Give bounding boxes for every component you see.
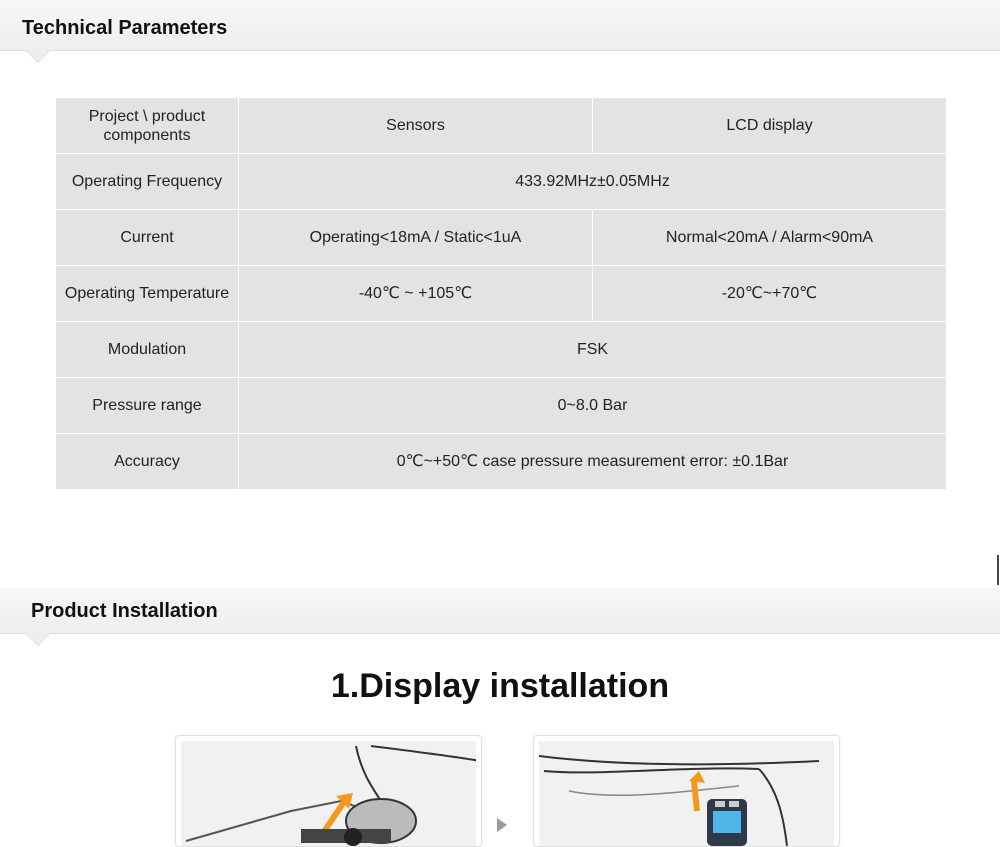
row-label: Current: [56, 210, 239, 266]
row-label: Pressure range: [56, 378, 239, 434]
table-row: [56, 378, 947, 434]
divider: [997, 555, 999, 585]
arrow-right-icon: [497, 818, 507, 832]
table-cell: Sensors: [239, 98, 593, 154]
technical-parameters-table: [55, 97, 947, 490]
table-cell: Operating<18mA / Static<1uA: [239, 210, 593, 266]
table-cell: 0℃~+50℃ case pressure measurement error: ±0.1Bar: [239, 434, 947, 490]
dashboard-display-illustration: [539, 741, 834, 846]
table-cell: 433.92MHz±0.05MHz: [239, 154, 947, 210]
technical-parameters-header: [0, 0, 1000, 51]
header-notch-fill: [26, 50, 50, 62]
row-label: Operating Temperature: [56, 266, 239, 322]
row-label: Modulation: [56, 322, 239, 378]
table-row: [56, 434, 947, 490]
section-title: Technical Parameters: [22, 17, 228, 39]
table-row: [56, 266, 947, 322]
table-cell: 0~8.0 Bar: [239, 378, 947, 434]
table-cell: FSK: [239, 322, 947, 378]
table-row: [56, 210, 947, 266]
table-cell: -40℃ ~ +105℃: [239, 266, 593, 322]
row-label: Operating Frequency: [56, 154, 239, 210]
header-notch-fill: [26, 633, 50, 645]
table-row: [56, 322, 947, 378]
section-title: Product Installation: [31, 600, 218, 622]
installation-step-title: 1.Display installation: [330, 667, 670, 705]
install-photo-step1: [175, 735, 482, 847]
row-label: Project \ product components: [56, 98, 239, 154]
row-label: Accuracy: [56, 434, 239, 490]
hand-mounting-illustration: [181, 741, 476, 846]
table-row: [56, 98, 947, 154]
table-row: [56, 154, 947, 210]
table-cell: Normal<20mA / Alarm<90mA: [593, 210, 947, 266]
table-cell: LCD display: [593, 98, 947, 154]
product-installation-header: [0, 588, 1000, 634]
install-photo-step2: [533, 735, 840, 847]
table-cell: -20℃~+70℃: [593, 266, 947, 322]
